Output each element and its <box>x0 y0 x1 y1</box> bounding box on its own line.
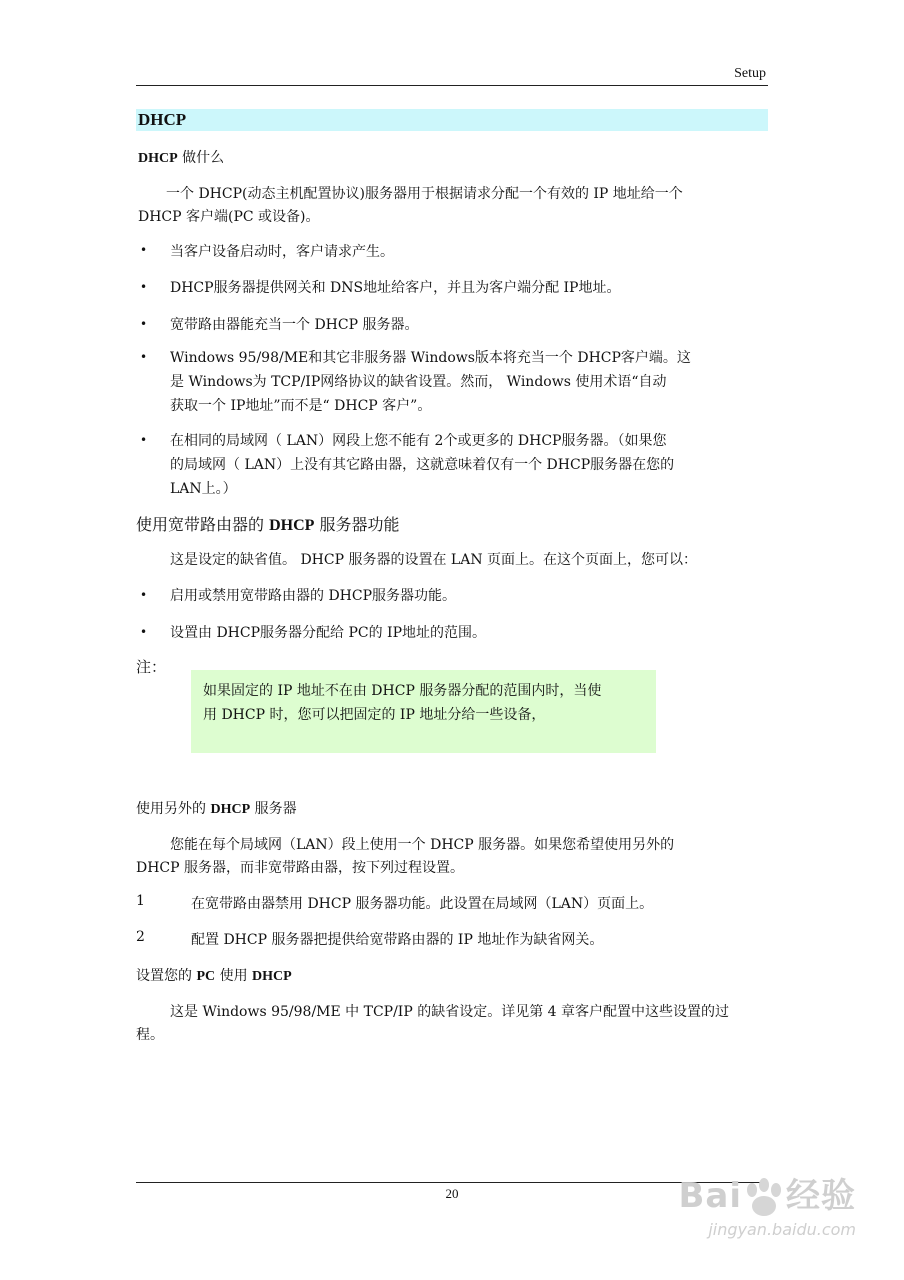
using-heading-pre: 使用宽带路由器的 <box>136 515 270 534</box>
step-text: 在宽带路由器禁用 DHCP 服务器功能。此设置在局域网（LAN）页面上。 <box>191 896 654 912</box>
bullet-marker: • <box>140 243 148 257</box>
using-dhcp-heading <box>136 512 400 535</box>
using-heading-bold: DHCP <box>269 517 315 534</box>
intro-paragraph-line-1: 一个 DHCP(动态主机配置协议)服务器用于根据请求分配一个有效的 IP 地址给一个 <box>166 186 683 202</box>
section-title: DHCP <box>138 110 187 129</box>
intro-heading <box>138 147 224 167</box>
step-number: 1 <box>136 893 145 909</box>
intro-paragraph-line-2: DHCP 客户端(PC 或设备)。 <box>138 209 320 225</box>
intro-heading-bold: DHCP <box>138 151 178 166</box>
other-heading-post: 服务器 <box>250 801 297 817</box>
other-heading-bold: DHCP <box>210 802 251 817</box>
other-heading-pre: 使用另外的 <box>136 801 211 817</box>
bullet-item: 启用或禁用宽带路由器的 DHCP服务器功能。 <box>170 588 457 604</box>
pc-heading-bold-2: DHCP <box>252 969 292 984</box>
bullet-item: 设置由 DHCP服务器分配给 PC的 IP地址的范围。 <box>170 625 486 641</box>
bullet-marker: • <box>140 588 148 602</box>
intro-heading-rest: 做什么 <box>177 150 225 166</box>
note-label: 注： <box>136 658 167 676</box>
bullet-item-line: Windows 95/98/ME和其它非服务器 Windows版本将充当一个 DHCP客户端。这 <box>170 350 691 366</box>
bullet-item: 宽带路由器能充当一个 DHCP 服务器。 <box>170 317 419 333</box>
note-line-1: 如果固定的 IP 地址不在由 DHCP 服务器分配的范围内时，当使 <box>203 683 602 699</box>
paw-icon <box>742 1178 786 1218</box>
pc-paragraph-line-1: 这是 Windows 95/98/ME 中 TCP/IP 的缺省设定。详见第 4 章客户配置中这些设置的过 <box>170 1004 730 1020</box>
bullet-item-line: 在相同的局域网（ LAN）网段上您不能有 2个或更多的 DHCP服务器。（如果您 <box>170 433 667 449</box>
section-title-bar <box>136 109 768 131</box>
bullet-item-line: 是 Windows为 TCP/IP网络协议的缺省设置。然而， Windows 使用术语“自动 <box>170 374 667 390</box>
bullet-marker: • <box>140 433 148 447</box>
page-header-text: Setup <box>734 66 766 81</box>
watermark-url: jingyan.baidu.com <box>708 1219 856 1239</box>
baidu-jingyan-watermark <box>646 1168 856 1239</box>
other-paragraph-line-1: 您能在每个局域网（LAN）段上使用一个 DHCP 服务器。如果您希望使用另外的 <box>170 837 675 853</box>
bullet-item: 当客户设备启动时，客户请求产生。 <box>170 244 394 260</box>
using-heading-post: 服务器功能 <box>314 515 400 534</box>
bullet-marker: • <box>140 280 148 294</box>
watermark-logo-left: Bai <box>678 1176 742 1216</box>
bullet-item-line: 的局域网（ LAN）上没有其它路由器，这就意味着仅有一个 DHCP服务器在您的 <box>170 457 675 473</box>
using-paragraph: 这是设定的缺省值。 DHCP 服务器的设置在 LAN 页面上。在这个页面上，您可以： <box>170 552 698 568</box>
bullet-item: DHCP服务器提供网关和 DNS地址给客户，并且为客户端分配 IP地址。 <box>170 280 621 296</box>
step-number: 2 <box>136 929 145 945</box>
header-rule <box>136 85 768 86</box>
pc-heading-pre: 设置您的 <box>136 968 197 984</box>
other-paragraph-line-2: DHCP 服务器，而非宽带路由器，按下列过程设置。 <box>136 860 465 876</box>
bullet-marker: • <box>140 625 148 639</box>
bullet-item-line: 获取一个 IP地址”而不是“ DHCP 客户”。 <box>170 398 432 414</box>
bullet-marker: • <box>140 350 148 364</box>
step-text: 配置 DHCP 服务器把提供给宽带路由器的 IP 地址作为缺省网关。 <box>191 932 604 948</box>
pc-heading-mid: 使用 <box>215 968 253 984</box>
page-number: 20 <box>445 1186 459 1201</box>
pc-paragraph-line-2: 程。 <box>136 1027 164 1043</box>
pc-dhcp-heading <box>136 965 292 985</box>
watermark-logo-right: 经验 <box>786 1176 856 1216</box>
bullet-item-line: LAN上。） <box>170 481 237 497</box>
bullet-marker: • <box>140 317 148 331</box>
watermark-logo <box>646 1168 856 1218</box>
pc-heading-bold-1: PC <box>196 969 216 984</box>
other-dhcp-heading <box>136 798 297 818</box>
note-line-2: 用 DHCP 时，您可以把固定的 IP 地址分给一些设备， <box>203 707 546 723</box>
